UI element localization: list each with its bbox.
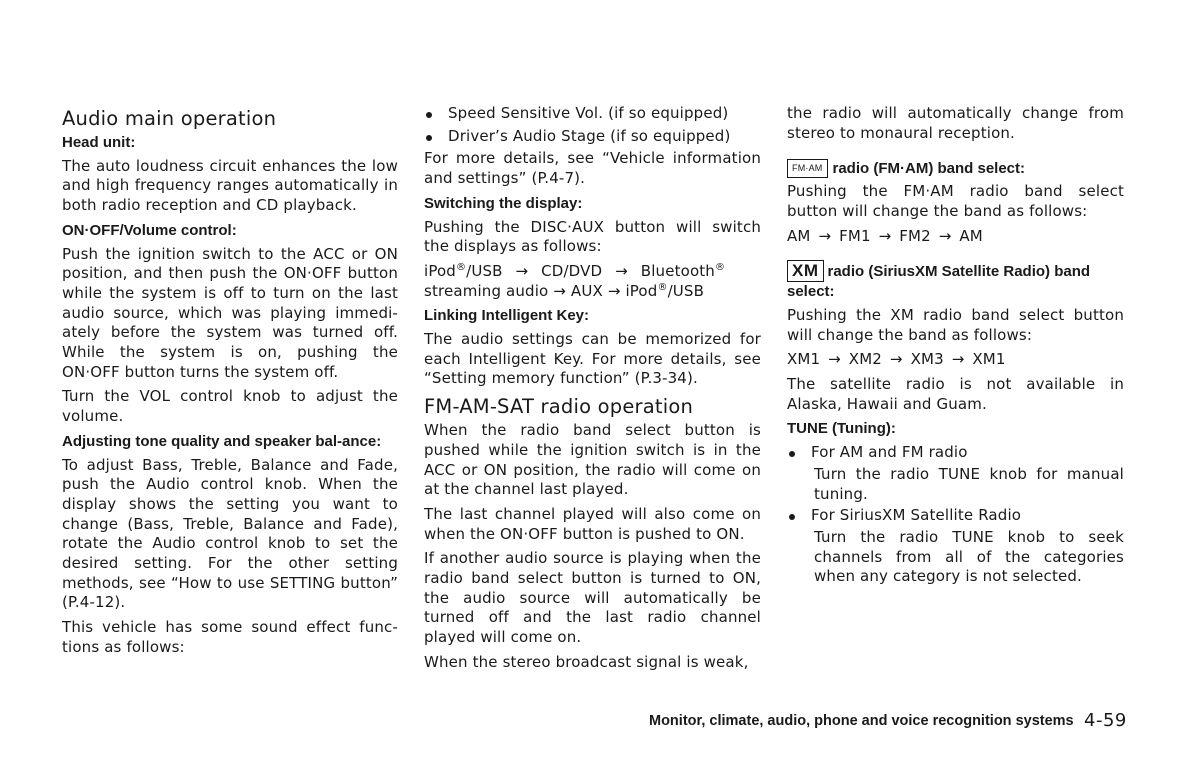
- seq-xm1-2: XM1: [972, 350, 1006, 369]
- seq-fm2: FM2: [899, 226, 931, 245]
- arrow-icon: →: [515, 261, 529, 280]
- fm-am-heading: [787, 159, 1124, 179]
- display-sequence: [424, 262, 761, 301]
- switch-paragraph: Pushing the DISC·AUX button will switch the displays as follows:: [424, 217, 761, 256]
- seq-ipod-2: iPod: [625, 281, 658, 300]
- head-unit-heading: Head unit:: [62, 134, 136, 151]
- switch-display-heading: Switching the display:: [424, 194, 583, 212]
- onoff-paragraph: Push the ignition switch to the ACC or ON position, and then push the ON·OFF button while the system is off to turn on the last audio source, which was playing immedi-ately before the system was turned off. While the system is on, pushing the ON·OFF button turns the system off.: [62, 244, 398, 381]
- volume-paragraph: Turn the VOL control knob to adjust the volume.: [62, 387, 398, 426]
- seq-usb-2: /USB: [667, 281, 705, 300]
- tone-heading: Adjusting tone quality and speaker bal-ance:: [62, 432, 382, 450]
- stereo-paragraph: the radio will automatically change from stereo to monaural reception.: [787, 104, 1124, 142]
- tune-item-am-fm: For AM and FM radio: [787, 443, 1124, 463]
- onoff-heading: ON·OFF/Volume control:: [62, 221, 237, 239]
- arrow-icon: →: [828, 350, 841, 369]
- seq-aux: AUX: [570, 281, 603, 300]
- tone-paragraph: To adjust Bass, Treble, Balance and Fade, push the Audio control knob. When the display shows the setting you want to change (Bass, Treble, Balance and Fade), rotate the Audio control knob to set the desired setting. For the other setting methods, see “How to use SETTING button” (P.4-12).: [62, 455, 398, 612]
- page-number: 4-59: [1084, 710, 1127, 731]
- linking-paragraph: The audio settings can be memorized for each Intelligent Key. For more details, see “Setting memory function” (P.3-34).: [424, 330, 761, 388]
- arrow-icon: →: [607, 281, 621, 300]
- fm-am-button-icon: FM·AM: [787, 159, 828, 178]
- column-2: [424, 104, 761, 673]
- tune-item-sirius-text: Turn the radio TUNE knob to seek channels from all of the categories when any category is not selected.: [814, 527, 1124, 586]
- seq-bluetooth: Bluetooth: [640, 261, 715, 280]
- xm-paragraph: Pushing the XM radio band select button will change the band as follows:: [787, 305, 1124, 344]
- seq-ipod: iPod: [424, 261, 456, 280]
- seq-am-2: AM: [959, 226, 983, 245]
- fm-paragraph-4: When the stereo broadcast signal is weak,: [424, 652, 749, 671]
- tune-item-am-fm-text: Turn the radio TUNE knob for manual tuning.: [814, 464, 1124, 503]
- arrow-icon: →: [938, 226, 952, 245]
- bullet-speed-sensitive: Speed Sensitive Vol. (if so equipped): [424, 104, 761, 124]
- seq-fm1: FM1: [839, 226, 871, 245]
- details-paragraph: For more details, see “Vehicle information and settings” (P.4-7).: [424, 149, 761, 188]
- arrow-icon: →: [553, 281, 566, 300]
- tune-item-sirius: For SiriusXM Satellite Radio: [787, 506, 1124, 526]
- seq-cd: CD/DVD: [541, 261, 603, 280]
- bullet-audio-stage: Driver’s Audio Stage (if so equipped): [424, 127, 761, 147]
- xm-button-icon: XM: [787, 260, 824, 282]
- footer-section-title: Monitor, climate, audio, phone and voice recognition systems: [649, 713, 1074, 729]
- fm-am-paragraph: Pushing the FM·AM radio band select button will change the band as follows:: [787, 182, 1124, 220]
- xm-heading: [787, 260, 1124, 302]
- seq-streaming: streaming audio: [424, 281, 549, 300]
- xm-heading-text: radio (SiriusXM Satellite Radio) band select:: [787, 263, 1091, 301]
- section-title-audio: Audio main operation: [62, 107, 277, 130]
- arrow-icon: →: [878, 226, 892, 245]
- linking-key-heading: Linking Intelligent Key:: [424, 307, 590, 325]
- reg-mark: ®: [714, 261, 726, 273]
- satellite-paragraph: The satellite radio is not available in Alaska, Hawaii and Guam.: [787, 375, 1124, 413]
- fm-paragraph-1: When the radio band select button is pushed while the ignition switch is in the ACC or ON position, the radio will come on at the channel last played.: [424, 421, 761, 499]
- tune-list: [787, 443, 1124, 587]
- seq-xm2: XM2: [848, 350, 882, 369]
- column-1: [62, 104, 398, 658]
- arrow-icon: →: [818, 226, 832, 245]
- fm-am-heading-text: radio (FM·AM) band select:: [832, 160, 1026, 178]
- fm-paragraph-3: If another audio source is playing when the radio band select button is turned to ON, the audio source will automatically be turned off and the last radio channel played will come on.: [424, 549, 761, 647]
- seq-xm3: XM3: [910, 350, 944, 369]
- arrow-icon: →: [615, 261, 628, 280]
- fm-paragraph-2: The last channel played will also come on when the ON·OFF button is pushed to ON.: [424, 504, 761, 543]
- xm-sequence: [787, 350, 1124, 370]
- section-title-fm: FM-AM-SAT radio operation: [424, 395, 694, 419]
- loudness-paragraph: The auto loudness circuit enhances the low and high frequency ranges automatically in both radio reception and CD playback.: [62, 156, 398, 215]
- arrow-icon: →: [951, 350, 965, 369]
- seq-usb: /USB: [466, 261, 503, 280]
- reg-mark: ®: [657, 281, 668, 293]
- arrow-icon: →: [889, 350, 903, 369]
- seq-xm1: XM1: [787, 350, 821, 369]
- effects-paragraph: This vehicle has some sound effect func-tions as follows:: [62, 618, 398, 656]
- tune-heading: TUNE (Tuning):: [787, 420, 896, 438]
- fm-am-sequence: [787, 227, 1124, 247]
- seq-am: AM: [787, 226, 811, 245]
- reg-mark: ®: [455, 261, 467, 273]
- column-3: [787, 104, 1124, 592]
